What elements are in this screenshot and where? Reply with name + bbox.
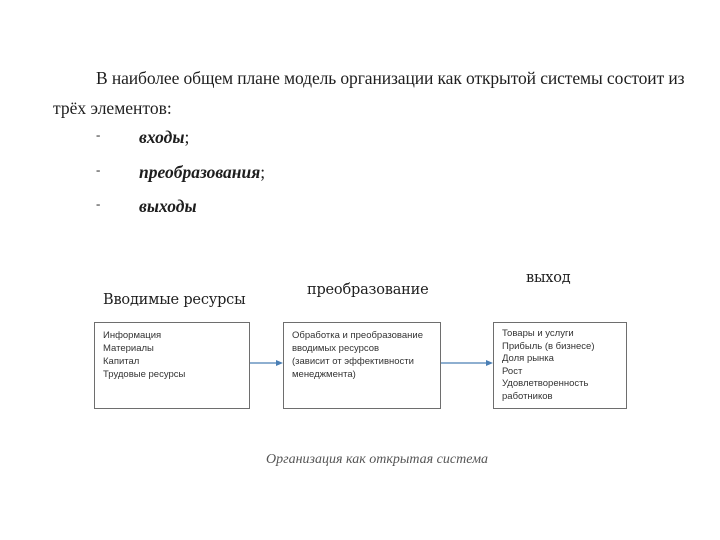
- element-term-transformations: преобразования: [139, 162, 261, 182]
- output-box: [493, 322, 627, 409]
- element-text: [139, 127, 189, 148]
- output-line: работников: [502, 390, 553, 402]
- transformation-line: вводимых ресурсов: [292, 343, 380, 354]
- transformation-column-title: преобразование: [307, 282, 429, 298]
- output-line: Удовлетворенность: [502, 378, 589, 389]
- transformation-box: [283, 322, 441, 409]
- arrow-inputs-to-transformation: [250, 358, 284, 368]
- output-line: Прибыль (в бизнесе): [502, 340, 595, 352]
- transformation-line: Обработка и преобразование: [292, 330, 423, 341]
- output-column-title: выход: [526, 270, 571, 286]
- output-line: Товары и услуги: [502, 328, 574, 339]
- inputs-line: Капитал: [103, 356, 140, 367]
- arrow-head: [276, 360, 283, 366]
- element-punct: ;: [184, 127, 190, 147]
- diagram-caption: Организация как открытая система: [266, 452, 489, 467]
- inputs-line: Материалы: [103, 343, 154, 354]
- output-line: Рост: [502, 365, 523, 377]
- inputs-box: [94, 322, 250, 409]
- intro-text-line-2: трёх элементов:: [53, 98, 172, 118]
- inputs-line: Информация: [103, 330, 162, 341]
- element-punct: ;: [260, 162, 266, 182]
- bullet-dash: -: [96, 162, 101, 177]
- intro-text-line-1: В наиболее общем плане модель организации как открытой системы состоит из: [96, 68, 685, 88]
- transformation-line: менеджмента): [292, 369, 356, 380]
- element-term-inputs: входы: [139, 127, 185, 147]
- bullet-dash: -: [96, 127, 101, 142]
- bullet-dash: -: [96, 196, 101, 211]
- element-term-outputs: выходы: [139, 196, 197, 216]
- inputs-line: Трудовые ресурсы: [103, 369, 186, 380]
- element-text: [139, 196, 197, 217]
- output-line: Доля рынка: [502, 353, 554, 364]
- arrow-head: [486, 360, 493, 366]
- arrow-transformation-to-output: [441, 358, 494, 368]
- inputs-column-title: Вводимые ресурсы: [103, 292, 246, 308]
- element-text: [139, 162, 265, 183]
- transformation-line: (зависит от эффективности: [292, 356, 414, 367]
